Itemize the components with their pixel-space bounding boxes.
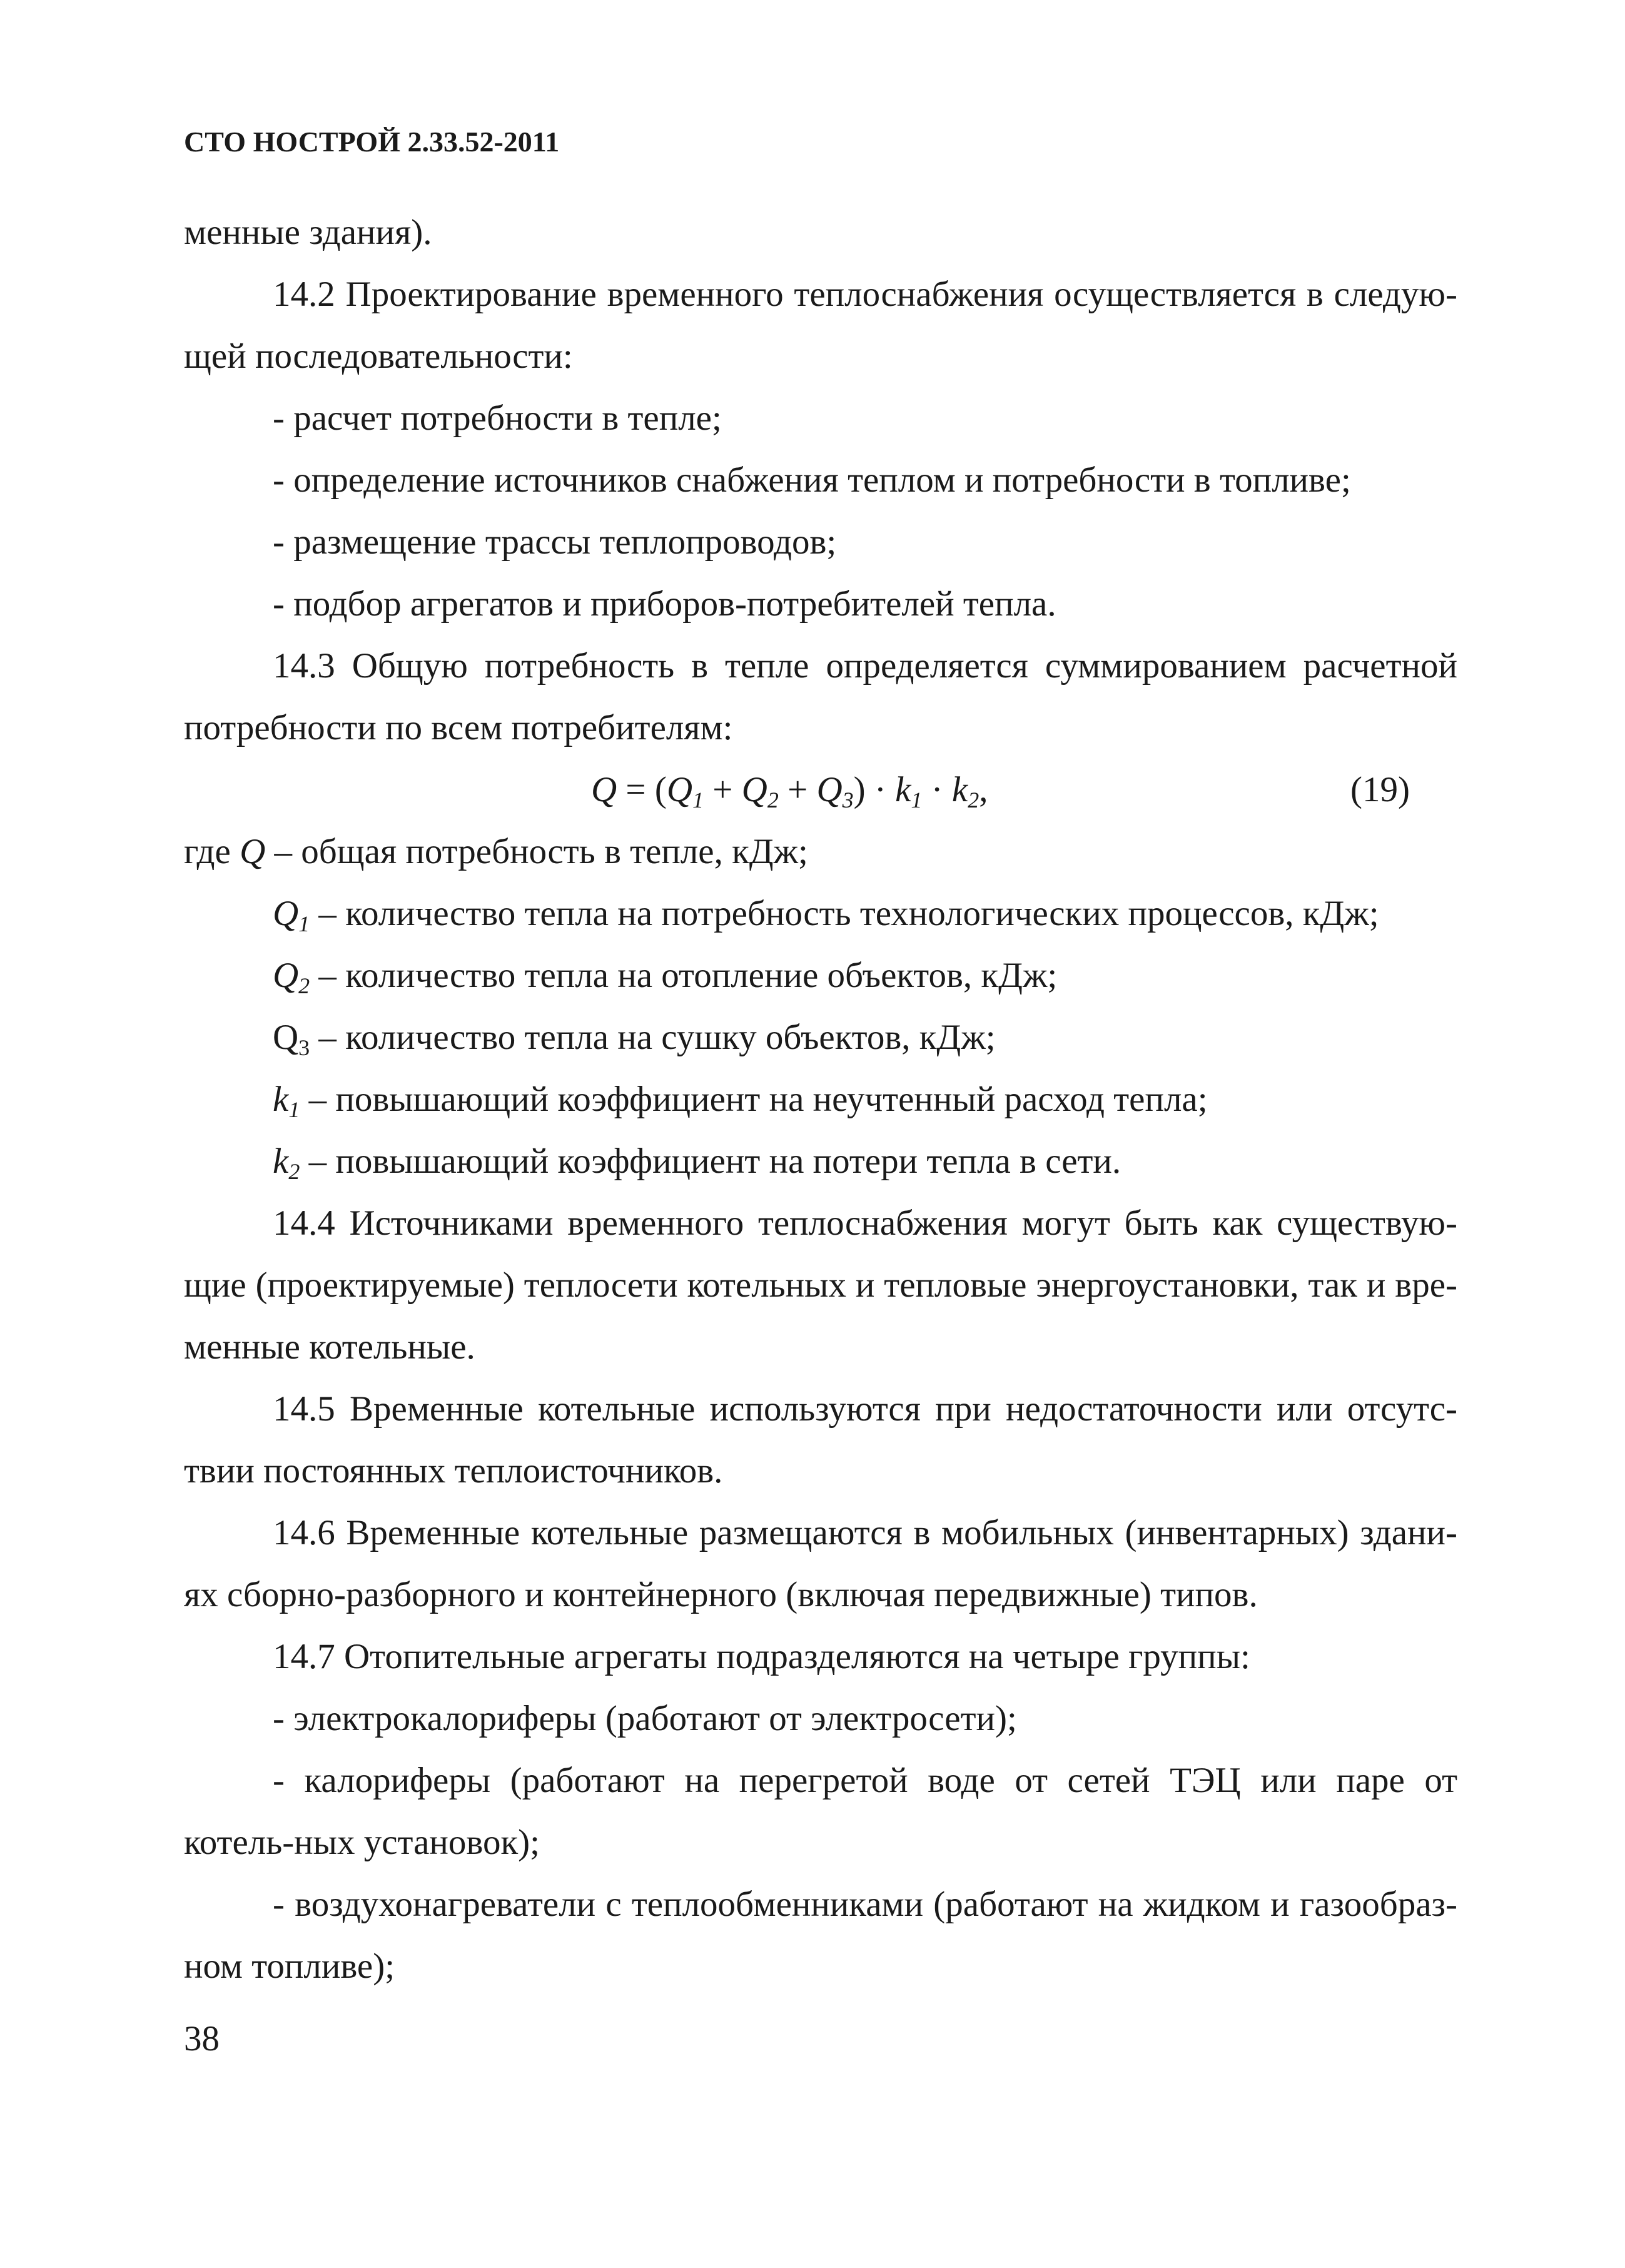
list-item: - подбор агрегатов и приборов-потребителей тепла. [273,584,1056,624]
paragraph-14-4: 14.4 Источниками временного теплоснабжения могут быть как существую-щие (проектируемые) теплосети котельных и тепловые энергоустановки, так и вре-менные котельные. [184,1203,1457,1367]
definition-k2: $k_2$ – повышающий коэффициент на потери тепла в сети. [273,1142,1121,1184]
paragraph-14-5: 14.5 Временные котельные используются при недостаточности или отсутс-твии постоянных теплоисточников. [184,1389,1457,1491]
formula-row [184,759,1457,821]
list-item: - расчет потребности в тепле; [273,398,722,438]
list-item: - воздухонагреватели с теплообменниками (работают на жидком и газообраз-ном топливе); [184,1885,1457,1986]
paragraph-14-3: 14.3 Общую потребность в тепле определяется суммированием расчетной потребности по всем потребителям: [184,646,1457,747]
list-item: - определение источников снабжения теплом и потребности в топливе; [273,460,1351,500]
equation-number: (19) [1350,770,1410,809]
document-body [184,201,1457,1997]
list-item: - электрокалориферы (работают от электросети); [273,1699,1017,1738]
page-number: 38 [184,2019,220,2058]
list-item: - калориферы (работают на перегретой воде от сетей ТЭЦ или паре от котель-ных установок); [184,1761,1457,1862]
paragraph-14-6: 14.6 Временные котельные размещаются в мобильных (инвентарных) здани-ях сборно-разборного и контейнерного (включая передвижные) типов. [184,1513,1457,1614]
definition-q: где Q – общая потребность в тепле, кДж; [184,832,808,871]
definition-k1: $k_1$ – повышающий коэффициент на неучтенный расход тепла; [273,1080,1208,1122]
definition-q2: $Q_2$ – количество тепла на отопление объектов, кДж; [273,956,1058,998]
document-header: СТО НОСТРОЙ 2.33.52-2011 [184,126,560,158]
paragraph-continuation: менные здания). [184,213,432,252]
list-item: - размещение трассы теплопроводов; [273,522,837,562]
paragraph-14-7: 14.7 Отопительные агрегаты подразделяются на четыре группы: [273,1637,1250,1676]
definition-q3: $Q_3$ – количество тепла на сушку объектов, кДж; [273,1018,996,1060]
paragraph-14-2: 14.2 Проектирование временного теплоснабжения осуществляется в следую-щей последовательности: [184,275,1457,376]
formula-19: $Q = (Q_1 + Q_2 + Q_3) \cdot k_1 \cdot k_2$, [591,770,988,813]
definition-q1: $Q_1$ – количество тепла на потребность технологических процессов, кДж; [273,894,1379,936]
